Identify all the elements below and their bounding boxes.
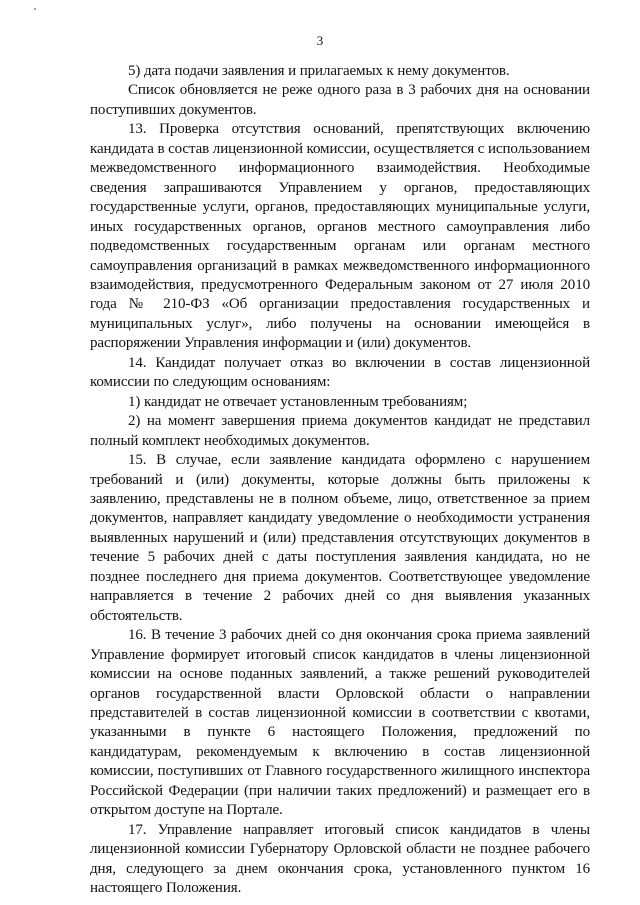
clause-14-item-2: 2) на момент завершения приема документов кандидат не представил полный комплект необходимых документов. (90, 413, 590, 449)
clause-16: 16. В течение 3 рабочих дней со дня окончания срока приема заявлений Управление формирует итоговый список кандидатов в члены лицензионной комиссии на основе поданных заявлений, а также решений руководителей органов государственной власти Орловской области о направлении представителей в состав лицензионной комиссии в соответствии с квотами, указанными в пункте 6 настоящего Положения, предложений по кандидатурам, рекомендуемым к включению в состав лицензионной комиссии, поступивших от Главного государственного жилищного инспектора Российской Федерации (при наличии таких предложений) и размещает его в открытом доступе на Портале. (90, 627, 590, 819)
list-item-5-submission-date: 5) дата подачи заявления и прилагаемых к нему документов. (128, 63, 510, 79)
clause-17: 17. Управление направляет итоговый список кандидатов в члены лицензионной комиссии Губернатору Орловской области не позднее рабочего дня, следующего за днем окончания срока, установленного пунктом 16 настоящего Положения. (90, 821, 590, 897)
clause-13: 13. Проверка отсутствия оснований, препятствующих включению кандидата в состав лицензионной комиссии, осуществляется с использованием межведомственного информационного взаимодействия. Необходимые сведения запрашиваются Управлением у органов, предоставляющих государственные услуги, органов, предоставляющих муниципальные услуги, иных государственных органов, органов местного самоуправления либо подведомственных государственным органам или органам местного самоуправления организаций в рамках межведомственного информационного взаимодействия, предусмотренного Федеральным законом от 27 июля 2010 года № 210-ФЗ «Об организации предоставления государственных и муниципальных услуг», либо получены на основании имеющейся в распоряжении Управления информации и (или) документов. (90, 121, 590, 352)
document-body (90, 62, 590, 898)
page-number: 3 (316, 33, 324, 48)
clause-14: 14. Кандидат получает отказ во включении в состав лицензионной комиссии по следующим основаниям: (90, 354, 590, 391)
scan-speck (34, 8, 36, 10)
list-update-paragraph: Список обновляется не реже одного раза в 3 рабочих дня на основании поступивших документов. (90, 82, 590, 118)
clause-14-item-1: 1) кандидат не отвечает установленным требованиям; (128, 393, 468, 410)
clause-15: 15. В случае, если заявление кандидата оформлено с нарушением требований и (или) документы, которые должны быть приложены к заявлению, представлены не в полном объеме, лицо, ответственное за прием документов, направляет кандидату уведомление о необходимости устранения выявленных нарушений и (или) представления отсутствующих документов в течение 5 рабочих дней с даты поступления заявления кандидата, но не позднее последнего дня приема документов. Соответствующее уведомление направляется в течение 2 рабочих дней со дня выявления указанных обстоятельств. (90, 452, 590, 624)
